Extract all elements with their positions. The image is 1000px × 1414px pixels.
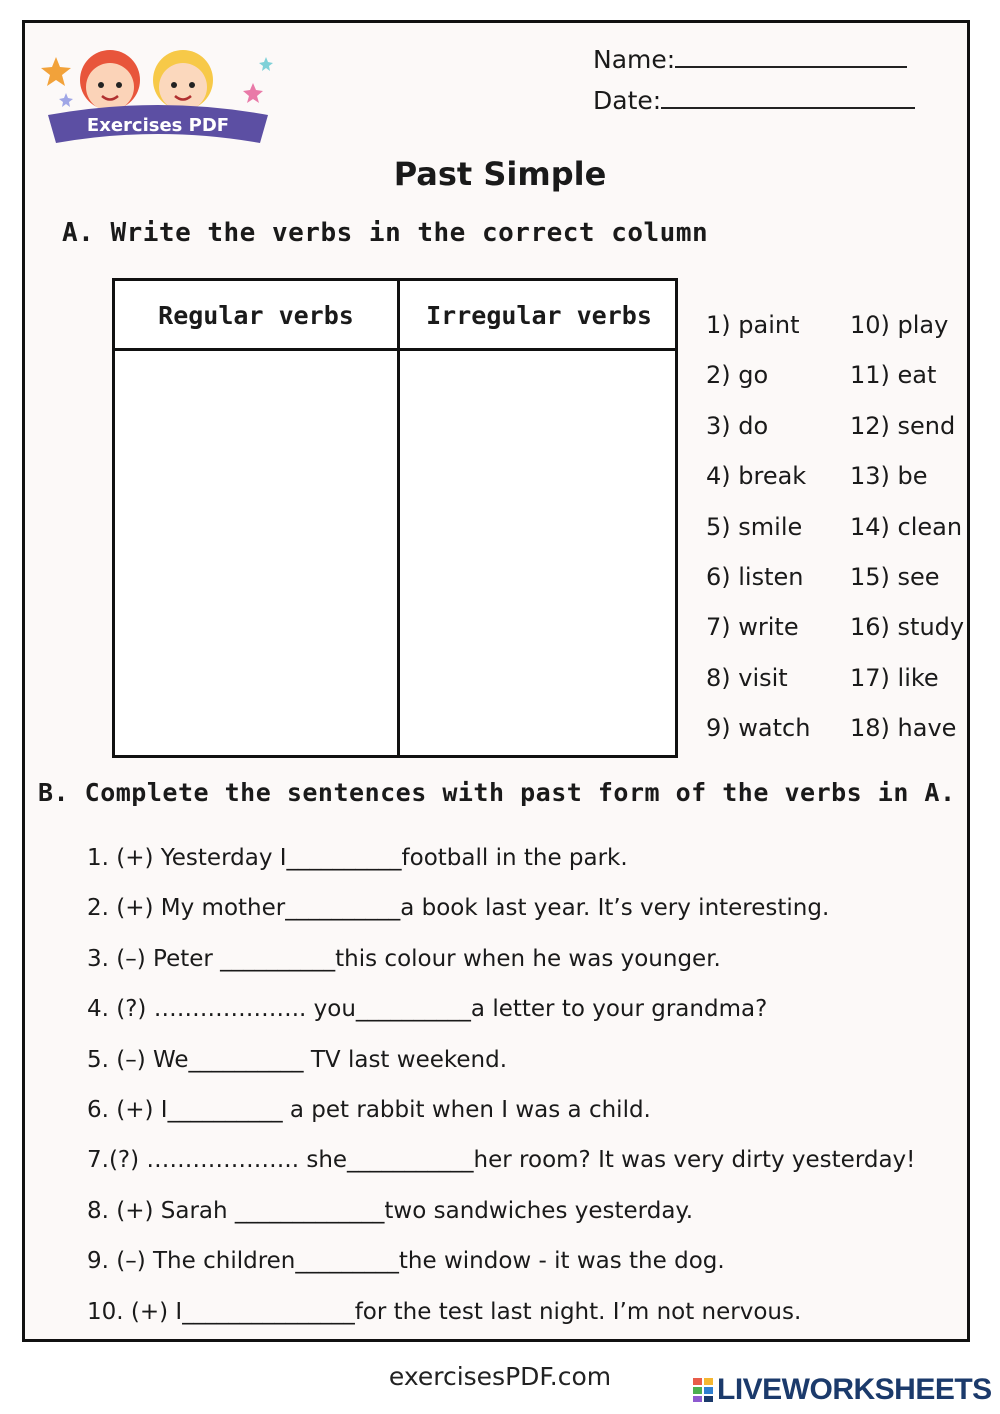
word-bank-left	[706, 306, 810, 760]
sentence-item[interactable]: 5. (–) We__________ TV last weekend.	[87, 1046, 508, 1073]
word-item[interactable]: 6) listen	[706, 562, 804, 591]
irregular-verbs-area[interactable]	[400, 351, 680, 755]
logo-text: Exercises PDF	[86, 115, 230, 136]
star-icon	[259, 57, 273, 71]
word-item[interactable]: 11) eat	[850, 361, 937, 390]
word-item[interactable]: 2) go	[706, 361, 769, 390]
word-bank-right	[850, 306, 964, 760]
word-item[interactable]: 3) do	[706, 411, 769, 440]
word-item[interactable]: 7) write	[706, 613, 799, 642]
liveworksheets-icon	[692, 1377, 714, 1403]
exercises-pdf-logo	[38, 35, 278, 155]
word-item[interactable]: 16) study	[850, 613, 965, 642]
irregular-verbs-header: Irregular verbs	[426, 301, 652, 330]
section-b-heading: B. Complete the sentences with past form of the verbs in A.	[38, 778, 956, 807]
word-item[interactable]: 10) play	[850, 311, 949, 339]
sentence-item[interactable]: 3. (–) Peter __________this colour when he was younger.	[87, 945, 721, 972]
word-item[interactable]: 12) send	[850, 411, 956, 440]
name-label: Name:	[593, 45, 676, 74]
verb-sort-table	[112, 278, 678, 758]
name-line[interactable]	[675, 65, 907, 68]
word-item[interactable]: 14) clean	[850, 512, 963, 541]
sentence-item[interactable]: 1. (+) Yesterday I__________football in the park.	[87, 845, 628, 871]
page-title: Past Simple	[393, 155, 607, 193]
sentence-item[interactable]: 8. (+) Sarah _____________two sandwiches yesterday.	[87, 1197, 694, 1224]
word-item[interactable]: 1) paint	[706, 311, 800, 339]
star-icon	[41, 57, 71, 86]
sentence-item[interactable]: 10. (+) I_______________for the test last night. I’m not nervous.	[87, 1298, 802, 1325]
sentence-item[interactable]: 7.(?) ……………….. she___________her room? It was very dirty yesterday!	[87, 1147, 916, 1174]
liveworksheets-text: LIVEWORKSHEETS	[717, 1373, 992, 1406]
date-line[interactable]	[661, 106, 915, 109]
sentence-item[interactable]: 4. (?) ……………….. you__________a letter to your grandma?	[87, 996, 768, 1023]
word-item[interactable]: 15) see	[850, 562, 940, 591]
word-item[interactable]: 4) break	[706, 462, 807, 491]
date-field	[593, 86, 915, 115]
star-icon	[243, 83, 263, 103]
word-item[interactable]: 5) smile	[706, 512, 803, 541]
word-item[interactable]: 9) watch	[706, 714, 811, 743]
word-item[interactable]: 8) visit	[706, 663, 788, 692]
star-icon	[59, 93, 73, 107]
sentence-list	[87, 840, 915, 1344]
regular-verbs-area[interactable]	[115, 351, 395, 755]
sentence-item[interactable]: 9. (–) The children_________the window - it was the dog.	[87, 1248, 725, 1275]
sentence-item[interactable]: 2. (+) My mother__________a book last year. It’s very interesting.	[87, 895, 830, 922]
word-item[interactable]: 13) be	[850, 462, 928, 491]
word-item[interactable]: 18) have	[850, 714, 957, 743]
footer-site-url: exercisesPDF.com	[388, 1362, 612, 1391]
sentence-item[interactable]: 6. (+) I__________ a pet rabbit when I was a child.	[87, 1096, 651, 1123]
word-item[interactable]: 17) like	[850, 663, 939, 692]
liveworksheets-logo	[692, 1372, 992, 1408]
date-label: Date:	[593, 86, 662, 115]
regular-verbs-header: Regular verbs	[158, 301, 354, 330]
section-a-heading: A. Write the verbs in the correct column	[62, 218, 709, 248]
name-field	[593, 45, 907, 74]
